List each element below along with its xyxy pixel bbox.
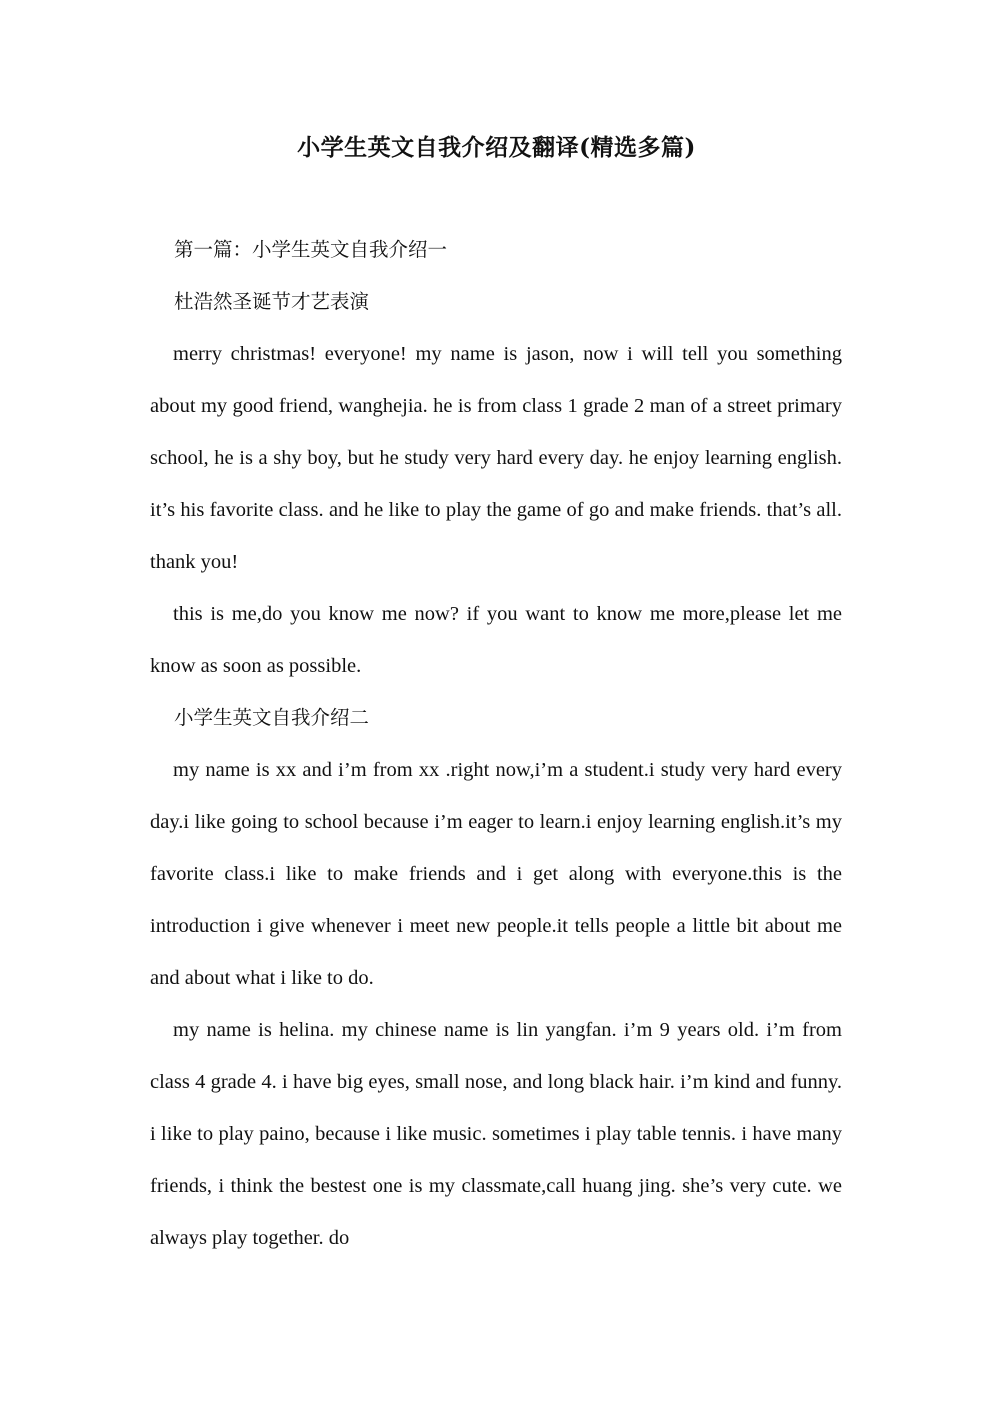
paragraph-4: my name is helina. my chinese name is lin yangfan. i’m 9 years old. i’m from class 4 grade 4. i have big eyes, small nose, and long black hair. i’m kind and funny. i like to play paino, because i like music. sometimes i play table tennis. i have many friends, i think the bestest one is my classmate,call huang jing. she’s very cute. we always play together. do — [150, 1019, 842, 1249]
section-heading-2: 小学生英文自我介绍二 — [174, 706, 370, 729]
section-heading-1: 第一篇：小学生英文自我介绍一 — [174, 238, 448, 261]
paragraph-3: my name is xx and i’m from xx .right now,i’m a student.i study very hard every day.i like going to school because i’m eager to learn.i enjoy learning english.it’s my favorite class.i like to make friends and i get along with everyone.this is the introduction i give whenever i meet new people.it tells people a little bit about me and about what i like to do. — [150, 759, 842, 989]
document-body — [150, 224, 842, 1264]
section-subheading-1: 杜浩然圣诞节才艺表演 — [174, 290, 370, 313]
paragraph-2: this is me,do you know me now? if you want to know me more,please let me know as soon as possible. — [150, 603, 842, 677]
document-title: 小学生英文自我介绍及翻译(精选多篇) — [297, 134, 696, 161]
paragraph-1: merry christmas! everyone! my name is jason, now i will tell you something about my good friend, wanghejia. he is from class 1 grade 2 man of a street primary school, he is a shy boy, but he study very hard every day. he enjoy learning english. it’s his favorite class. and he like to play the game of go and make friends. that’s all. thank you! — [150, 343, 842, 573]
